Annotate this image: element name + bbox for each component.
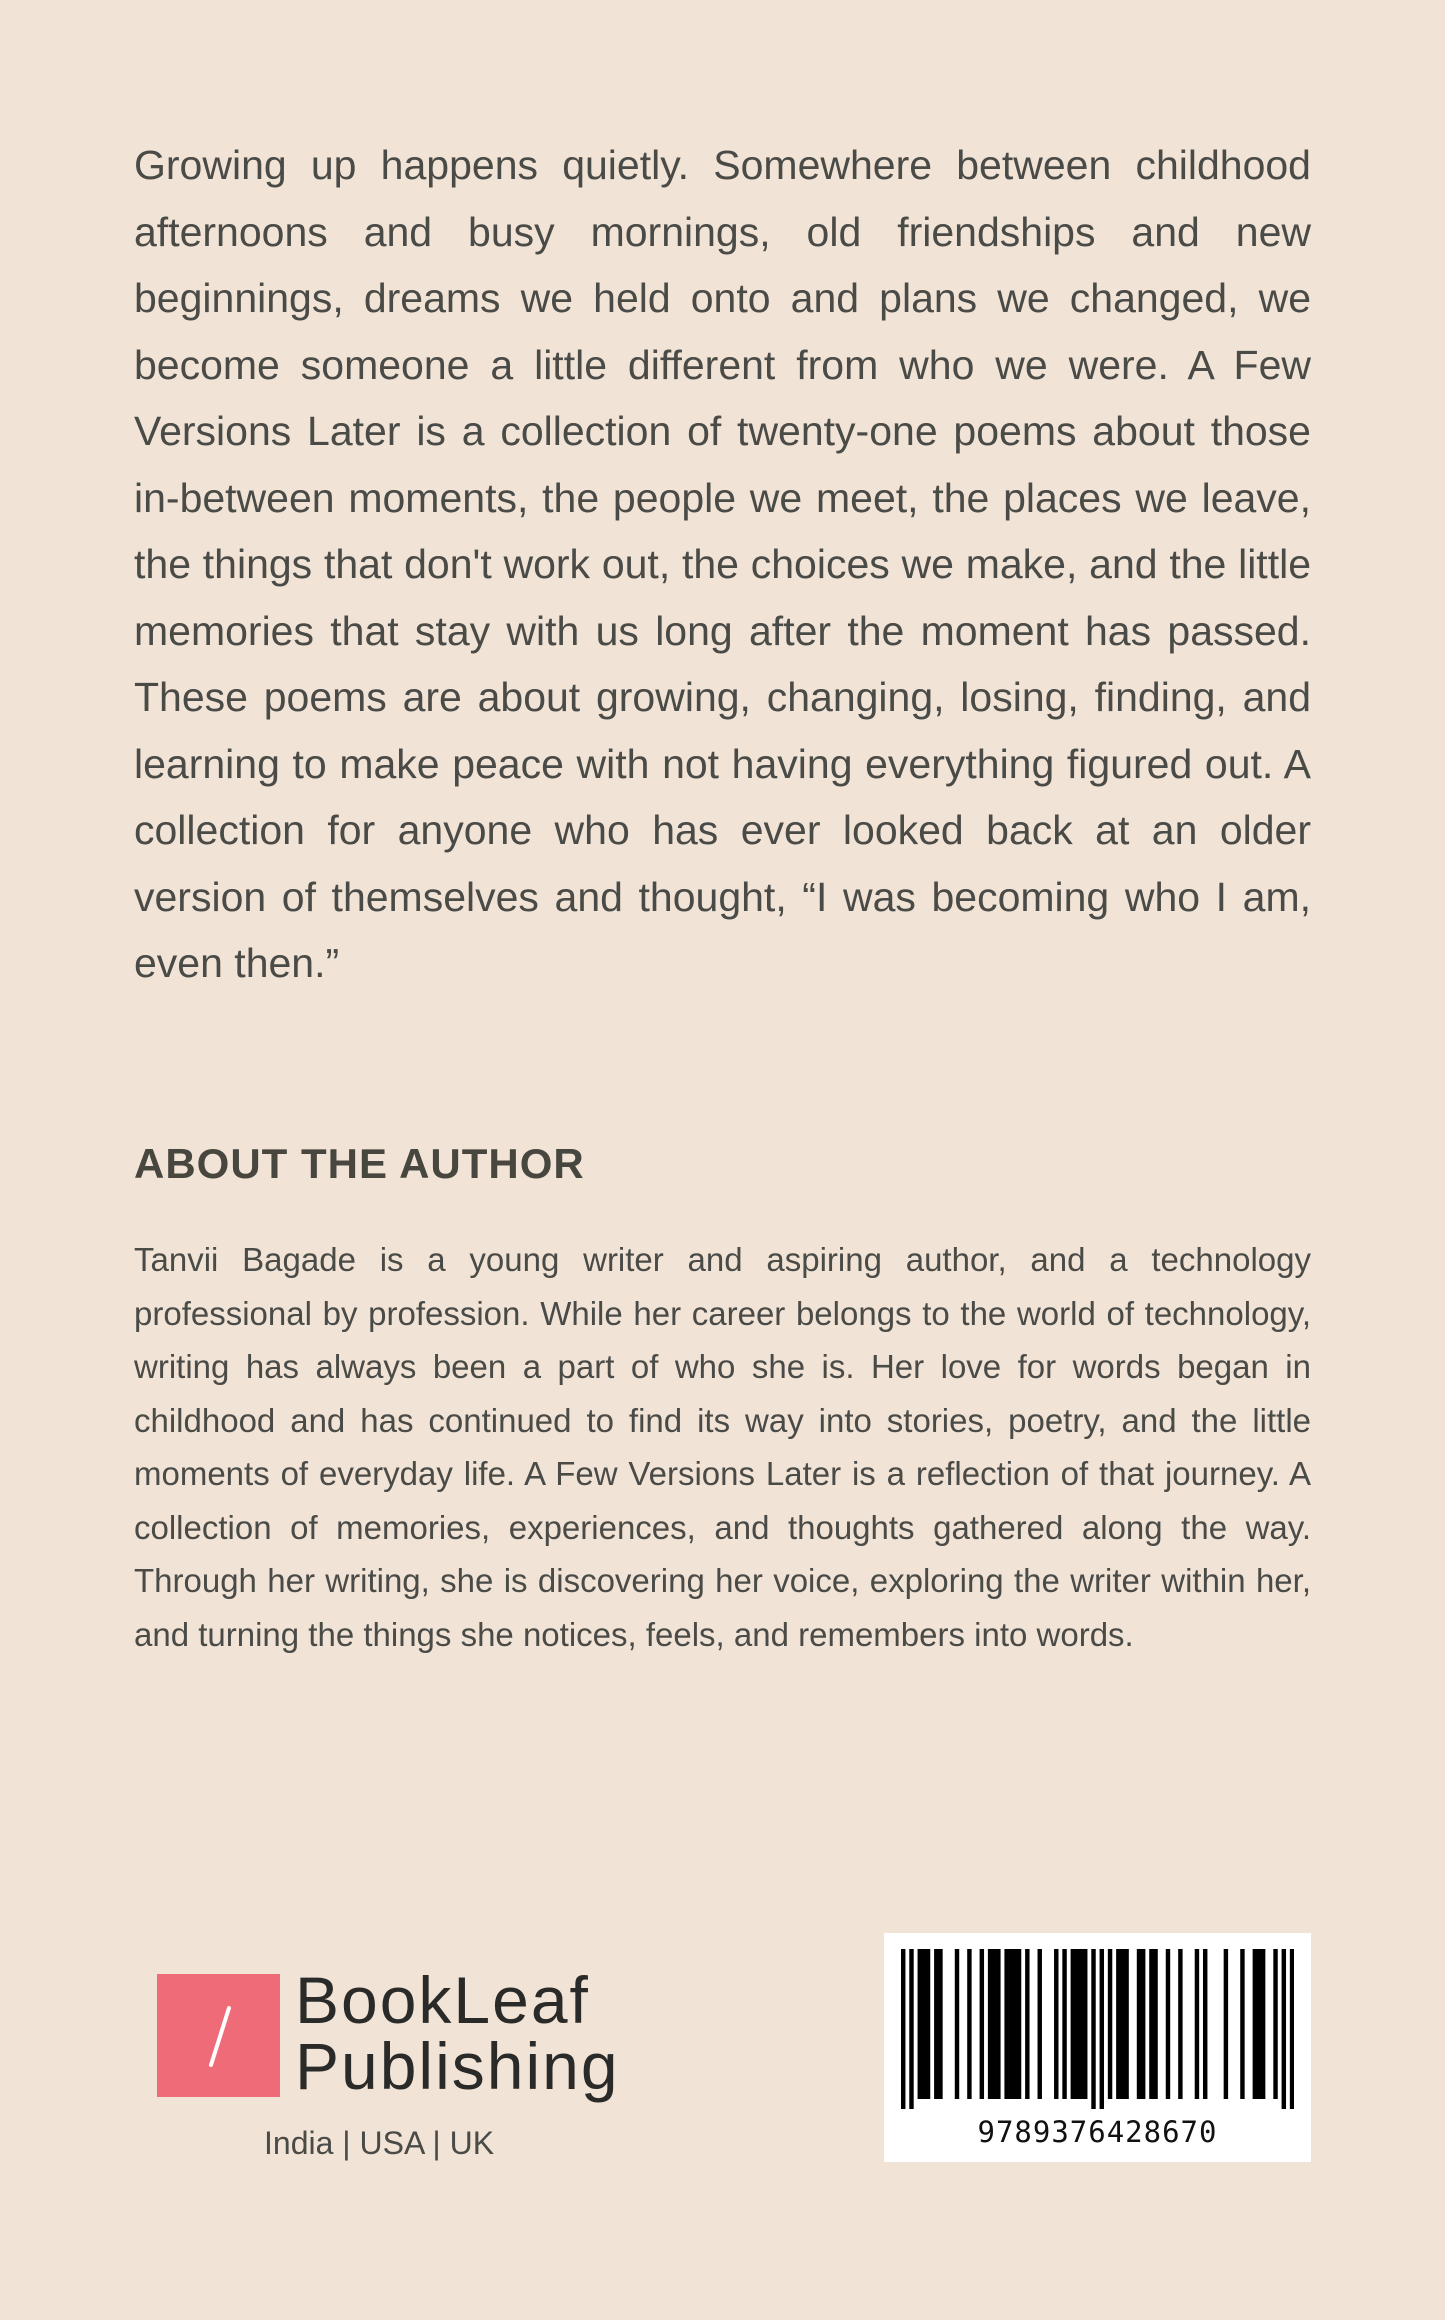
barcode-bar [1116,1949,1120,2099]
barcode-bar [1071,1949,1075,2099]
barcode-bar [1166,1949,1170,2099]
barcode-bar [1141,1949,1145,2099]
barcode-bar [967,1949,971,2099]
barcode-bar [938,1949,942,2099]
barcode-bar [1178,1949,1182,2099]
barcode-bar [1054,1949,1058,2099]
barcode-bar [980,1949,984,2099]
barcode-bar [922,1949,926,2099]
barcode-bar [1091,1949,1095,2109]
barcode-bar [992,1949,996,2099]
publisher-logo [157,1963,620,2177]
isbn-number: 9789376428670 [977,2115,1218,2149]
barcode-bar [1290,1949,1294,2109]
barcode-bar [901,1949,905,2109]
barcode-bar [1108,1949,1112,2099]
barcode-bar [1203,1949,1207,2099]
barcode-bar [934,1949,938,2099]
barcode-bar [988,1949,992,2099]
barcode-bar [1017,1949,1021,2099]
slash-icon [157,1974,280,2097]
author-bio: Tanvii Bagade is a young writer and aspiring author, and a technology professional by profession. While her career belongs to the world of technology, writing has always been a part of who she is. Her love for words began in childhood and has continued to find its way into stories, poetry, and the little moments of everyday life. A Few Versions Later is a reflection of that journey. A collection of memories, experiences, and thoughts gathered along the way. Through her writing, she is discovering her voice, exploring the writer within her, and turning the things she notices, feels, and remembers into words. [134,1241,1311,1653]
barcode-bar [1100,1949,1104,2109]
barcode-bar [909,1949,913,2109]
barcode-bar [1153,1949,1157,2099]
publisher-name-line1: BookLeaf [295,1963,590,2037]
barcode-bar [1009,1949,1013,2099]
barcode-bar [1257,1949,1261,2099]
barcode-bar [1120,1949,1124,2099]
barcode-bar [1282,1949,1286,2109]
barcode-bar [1195,1949,1199,2099]
barcode-bar [1137,1949,1141,2099]
barcode-bar [1273,1949,1277,2099]
barcode-bar [1004,1949,1008,2099]
barcode-bar [918,1949,922,2099]
barcode-bar [926,1949,930,2099]
barcode-bar [1038,1949,1042,2099]
barcode-bar [1149,1949,1153,2099]
barcode-bars [901,1949,1294,2109]
back-cover-blurb: Growing up happens quietly. Somewhere between childhood afternoons and busy mornings, old friendships and new beginnings, dreams we held onto and plans we changed, we become someone a little different from who we were. A Few Versions Later is a collection of twenty-one poems about those in-between moments, the people we meet, the places we leave, the things that don't work out, the choices we make, and the little memories that stay with us long after the moment has passed. These poems are about growing, changing, losing, finding, and learning to make peace with not having everything figured out. A collection for anyone who has ever looked back at an older version of themselves and thought, “I was becoming who I am, even then.” [134,142,1311,986]
barcode-bar [1124,1949,1128,2099]
about-author-heading: ABOUT THE AUTHOR [134,1140,585,1187]
barcode-bar [955,1949,959,2099]
barcode-bar [1261,1949,1265,2099]
isbn-barcode [884,1933,1311,2162]
publisher-name-line2: Publishing [295,2029,620,2103]
barcode-bar [1240,1949,1244,2099]
barcode-bar [1013,1949,1017,2099]
barcode-bar [996,1949,1000,2099]
barcode-bar [1079,1949,1083,2099]
barcode-bar [1062,1949,1066,2099]
barcode-bar [1253,1949,1257,2099]
barcode-bar [1025,1949,1029,2099]
barcode-bar [1224,1949,1228,2099]
barcode-bar [1083,1949,1087,2099]
barcode-bar [1075,1949,1079,2099]
publisher-regions: India | USA | UK [264,2125,495,2161]
